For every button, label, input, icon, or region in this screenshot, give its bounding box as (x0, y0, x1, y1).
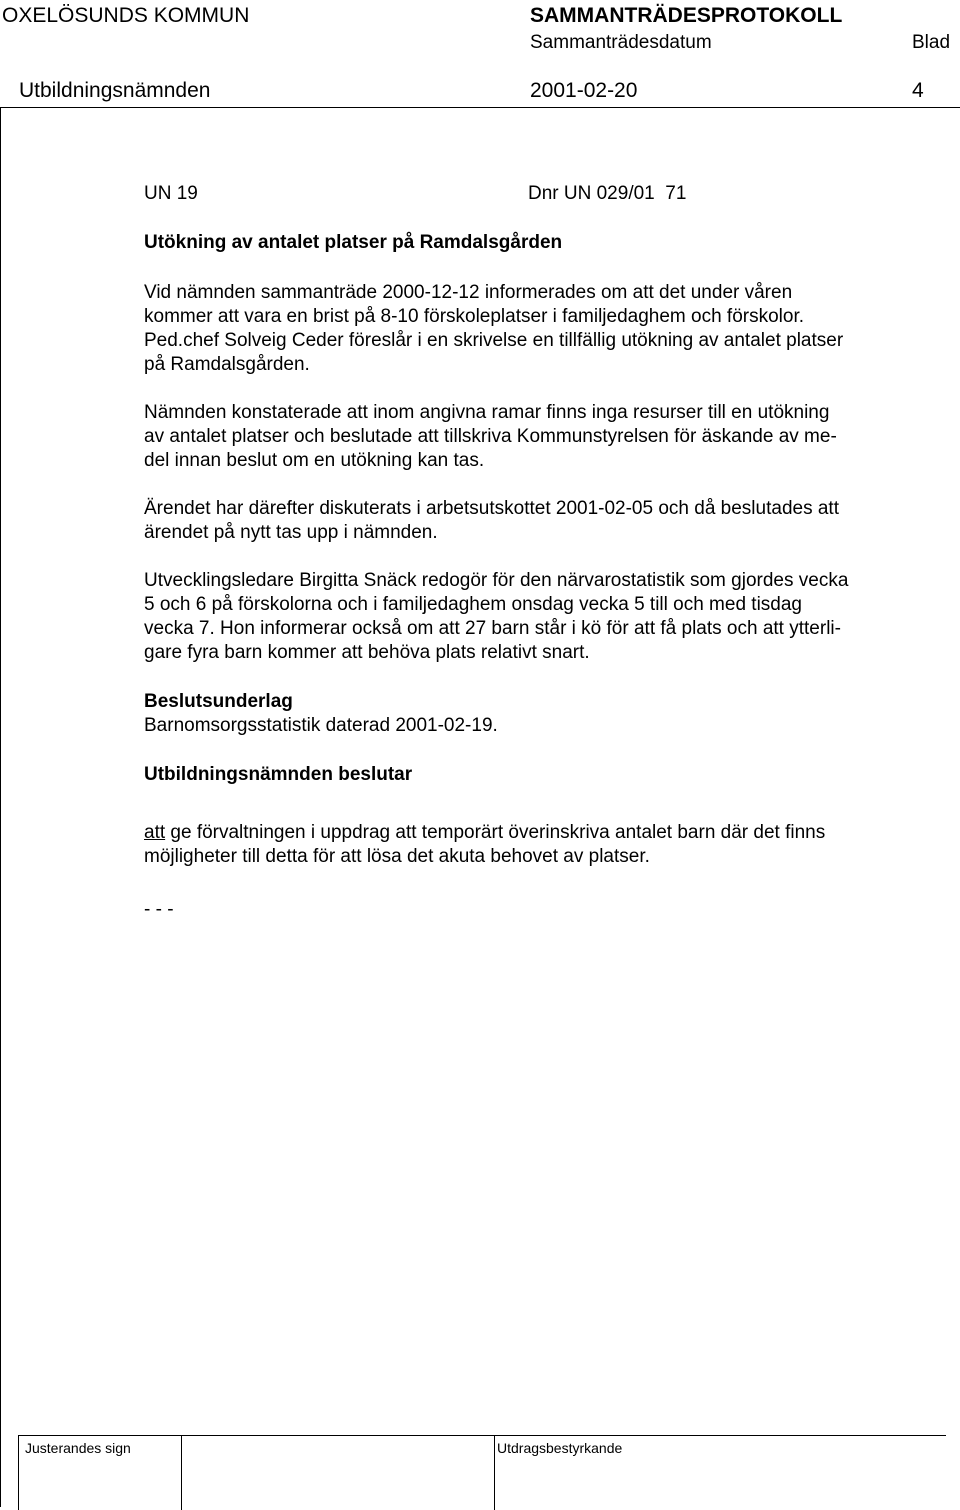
paragraph-line: gare fyra barn kommer att behöva plats relativt snart. (144, 642, 590, 663)
footer-divider-1 (181, 1435, 182, 1510)
footer-top-rule (18, 1435, 946, 1436)
paragraph-1 (144, 281, 944, 377)
paragraph-line: Ped.chef Solveig Ceder föreslår i en skrivelse en tillfällig utökning av antalet platser (144, 330, 844, 351)
paragraph-line: på Ramdalsgården. (144, 354, 310, 375)
left-margin-rule (0, 107, 1, 1507)
meeting-date: 2001-02-20 (530, 79, 638, 102)
paragraph-line: vecka 7. Hon informerar också om att 27 barn står i kö för att få plats och att ytterli- (144, 618, 841, 639)
decision-line: ge förvaltningen i uppdrag att temporärt överinskriva antalet barn där det finns (165, 822, 826, 843)
decision-heading: Utbildningsnämnden beslutar (144, 764, 413, 785)
paragraph-3 (144, 497, 944, 545)
municipality-name: OXELÖSUNDS KOMMUN (2, 4, 250, 27)
paragraph-line: 5 och 6 på förskolorna och i familjedaghem onsdag vecka 5 till och med tisdag (144, 594, 802, 615)
minutes-item (144, 182, 944, 922)
paragraph-line: ärendet på nytt tas upp i nämnden. (144, 522, 438, 543)
decision-att: att (144, 822, 166, 843)
meeting-date-label: Sammanträdesdatum (530, 32, 712, 53)
decision-line: möjligheter till detta för att lösa det akuta behovet av platser. (144, 846, 650, 867)
paragraph-line: kommer att vara en brist på 8-10 förskoleplatser i familjedaghem och förskolor. (144, 306, 805, 327)
item-number: UN 19 (144, 183, 198, 204)
page-label: Blad (912, 32, 951, 53)
basis-heading: Beslutsunderlag (144, 691, 293, 712)
paragraph-line: Vid nämnden sammanträde 2000-12-12 informerades om att det under våren (144, 282, 793, 303)
basis-text: Barnomsorgsstatistik daterad 2001-02-19. (144, 715, 498, 736)
committee-name: Utbildningsnämnden (19, 79, 211, 102)
adjusters-sign-label: Justerandes sign (25, 1440, 131, 1456)
item-title: Utökning av antalet platser på Ramdalsgården (144, 232, 563, 253)
paragraph-line: Utvecklingsledare Birgitta Snäck redogör för den närvarostatistik som gjordes vecka (144, 570, 849, 591)
footer-divider-2 (494, 1435, 495, 1510)
diary-number: Dnr UN 029/01 71 (528, 183, 687, 204)
header-divider (0, 107, 960, 108)
extract-certification-label: Utdragsbestyrkande (497, 1440, 623, 1456)
paragraph-2 (144, 401, 944, 473)
paragraph-line: Nämnden konstaterade att inom angivna ramar finns inga resurser till en utökning (144, 402, 830, 423)
end-mark: - - - (144, 899, 174, 920)
paragraph-line: del innan beslut om en utökning kan tas. (144, 450, 485, 471)
decision-text (144, 821, 944, 869)
footer-left-rule (18, 1435, 19, 1510)
page-number: 4 (912, 79, 924, 102)
paragraph-line: av antalet platser och beslutade att tillskriva Kommunstyrelsen för äskande av me- (144, 426, 837, 447)
document-type: SAMMANTRÄDESPROTOKOLL (530, 4, 843, 27)
paragraph-line: Ärendet har därefter diskuterats i arbetsutskottet 2001-02-05 och då beslutades att (144, 498, 839, 519)
item-reference-row (144, 182, 944, 208)
paragraph-4 (144, 569, 944, 665)
